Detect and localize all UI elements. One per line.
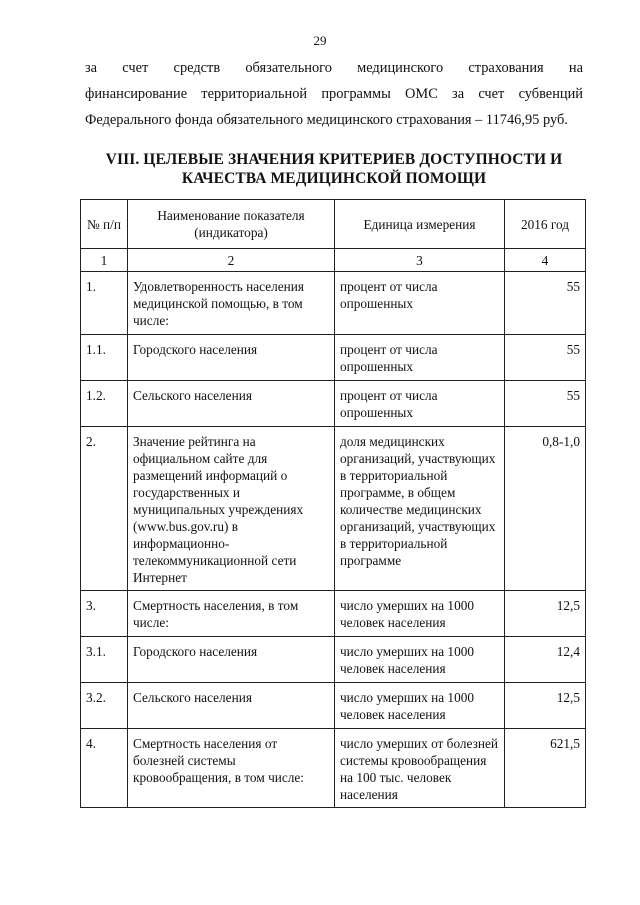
row-unit: доля медицинских организаций, участвующих в территориальной программе, в общем количестве медицинских организаций, участвующих в территориальной программе: [335, 427, 505, 591]
column-number: 2: [128, 249, 335, 272]
intro-line-2: финансирование территориальной программы ОМС за счет субвенций: [85, 86, 583, 102]
row-num: 3.: [81, 591, 128, 637]
row-name: Удовлетворенность населения медицинской помощью, в том числе:: [128, 272, 335, 335]
section-heading: [85, 150, 583, 188]
intro-line-1: за счет средств обязательного медицинского страхования на: [85, 60, 583, 76]
row-value: 0,8-1,0: [505, 427, 586, 591]
header-name: Наименование показателя (индикатора): [128, 200, 335, 249]
row-num: 1.: [81, 272, 128, 335]
row-unit: число умерших на 1000 человек населения: [335, 637, 505, 683]
row-unit: процент от числа опрошенных: [335, 381, 505, 427]
row-value: 12,5: [505, 683, 586, 729]
intro-paragraph: [85, 55, 583, 133]
row-value: 621,5: [505, 729, 586, 808]
column-number-row: [81, 249, 586, 272]
column-number: 1: [81, 249, 128, 272]
table-row: [81, 729, 586, 808]
row-value: 55: [505, 335, 586, 381]
table-row: [81, 381, 586, 427]
row-name: Городского населения: [128, 637, 335, 683]
table-row: [81, 427, 586, 591]
table-row: [81, 683, 586, 729]
row-num: 1.1.: [81, 335, 128, 381]
row-unit: число умерших на 1000 человек населения: [335, 591, 505, 637]
table-row: [81, 637, 586, 683]
table-header-row: [81, 200, 586, 249]
row-unit: процент от числа опрошенных: [335, 335, 505, 381]
row-name: Значение рейтинга на официальном сайте для размещений информаций о государственных и муниципальных учреждениях (www.bus.gov.ru) в информационно-телекоммуникационной сети Интернет: [128, 427, 335, 591]
column-number: 4: [505, 249, 586, 272]
row-name: Сельского населения: [128, 381, 335, 427]
row-value: 55: [505, 381, 586, 427]
intro-line-3: Федерального фонда обязательного медицинского страхования – 11746,95 руб.: [85, 112, 568, 128]
column-number: 3: [335, 249, 505, 272]
indicators-table: [80, 199, 586, 808]
section-heading-line-2: КАЧЕСТВА МЕДИЦИНСКОЙ ПОМОЩИ: [181, 170, 487, 187]
header-year: 2016 год: [505, 200, 586, 249]
page-number: 29: [313, 33, 327, 48]
row-value: 12,4: [505, 637, 586, 683]
row-unit: процент от числа опрошенных: [335, 272, 505, 335]
header-unit: Единица измерения: [335, 200, 505, 249]
section-heading-line-1: VIII. ЦЕЛЕВЫЕ ЗНАЧЕНИЯ КРИТЕРИЕВ ДОСТУПНОСТИ И: [105, 151, 563, 168]
table-row: [81, 272, 586, 335]
row-name: Смертность населения, в том числе:: [128, 591, 335, 637]
row-num: 3.1.: [81, 637, 128, 683]
row-num: 1.2.: [81, 381, 128, 427]
row-value: 12,5: [505, 591, 586, 637]
header-num: № п/п: [81, 200, 128, 249]
row-value: 55: [505, 272, 586, 335]
row-name: Сельского населения: [128, 683, 335, 729]
row-num: 2.: [81, 427, 128, 591]
row-name: Смертность населения от болезней системы кровообращения, в том числе:: [128, 729, 335, 808]
table-row: [81, 335, 586, 381]
row-unit: число умерших на 1000 человек населения: [335, 683, 505, 729]
row-name: Городского населения: [128, 335, 335, 381]
row-unit: число умерших от болезней системы кровообращения на 100 тыс. человек населения: [335, 729, 505, 808]
row-num: 4.: [81, 729, 128, 808]
row-num: 3.2.: [81, 683, 128, 729]
table-row: [81, 591, 586, 637]
